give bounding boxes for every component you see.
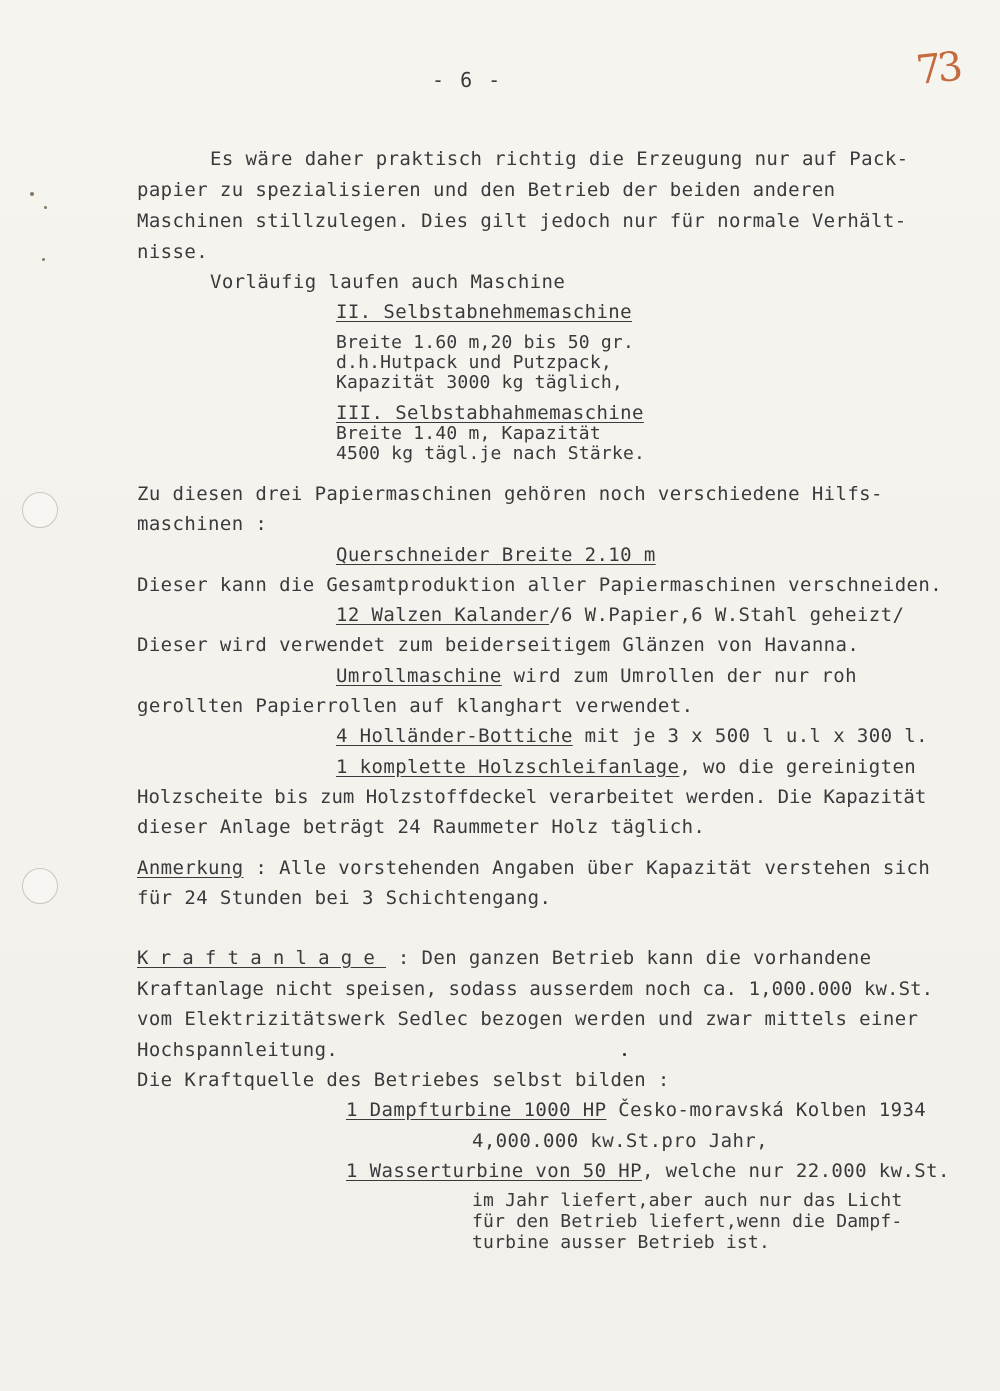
text-line: d.h.Hutpack und Putzpack, <box>336 352 612 373</box>
text-span: mit je 3 x 500 l u.l x 300 l. <box>572 725 928 747</box>
text-line: vom Elektrizitätswerk Sedlec bezogen werden und zwar mittels einer <box>137 1008 919 1030</box>
text-line: nisse. <box>137 241 209 263</box>
text-line <box>336 604 904 626</box>
text-line: Die Kraftquelle des Betriebes selbst bilden : <box>137 1069 670 1091</box>
holzschleifanlage-title: 1 komplette Holzschleifanlage <box>336 756 680 778</box>
text-line: turbine ausser Betrieb ist. <box>472 1232 770 1253</box>
text-line <box>346 1099 926 1121</box>
text-line: Dieser kann die Gesamtproduktion aller Papiermaschinen verschneiden. <box>137 574 943 596</box>
text-line <box>336 725 928 747</box>
paper-speck <box>30 192 34 196</box>
kalander-title: 12 Walzen Kalander <box>336 604 550 626</box>
querschneider-title: Querschneider Breite 2.10 m <box>336 544 656 566</box>
text-line: maschinen : <box>137 513 268 535</box>
text-line: dieser Anlage beträgt 24 Raummeter Holz täglich. <box>137 816 706 838</box>
text-span: , welche nur 22.000 kw.St. <box>641 1160 950 1182</box>
paper-speck <box>44 206 47 209</box>
text-span: wird zum Umrollen der nur roh <box>501 665 857 687</box>
paper-speck <box>623 1053 626 1056</box>
text-line: im Jahr liefert,aber auch nur das Licht <box>472 1190 903 1211</box>
page-number: - 6 - <box>432 68 503 92</box>
text-line: Maschinen stillzulegen. Dies gilt jedoch nur für normale Verhält- <box>137 210 907 232</box>
punch-hole-icon <box>22 868 58 904</box>
machine-ii-title: II. Selbstabnehmemaschine <box>336 301 632 323</box>
text-line: Kapazität 3000 kg täglich, <box>336 372 623 393</box>
wasserturbine-title: 1 Wasserturbine von 50 HP <box>346 1160 642 1182</box>
text-line: Holzscheite bis zum Holzstoffdeckel verarbeitet werden. Die Kapazität <box>137 786 927 808</box>
text-line: Es wäre daher praktisch richtig die Erzeugung nur auf Pack- <box>210 148 909 170</box>
kraftanlage-heading: Kraftanlage <box>137 947 387 969</box>
text-span: , wo die gereinigten <box>679 756 917 778</box>
machine-iii-title: III. Selbstabhahmemaschine <box>336 402 644 424</box>
text-line <box>336 756 916 778</box>
text-line <box>137 947 871 969</box>
bottiche-title: 4 Holländer-Bottiche <box>336 725 573 747</box>
text-line <box>346 1160 950 1182</box>
text-line: Breite 1.60 m,20 bis 50 gr. <box>336 332 634 353</box>
text-span: : Den ganzen Betrieb kann die vorhandene <box>386 947 872 969</box>
text-line: 4500 kg tägl.je nach Stärke. <box>336 443 646 464</box>
text-span: Česko-moravská Kolben 1934 <box>606 1099 927 1121</box>
text-line: papier zu spezialisieren und den Betrieb der beiden anderen <box>137 179 836 201</box>
text-line <box>336 665 857 687</box>
punch-hole-icon <box>22 492 58 528</box>
text-span: : Alle vorstehenden Angaben über Kapazität verstehen sich <box>243 857 931 879</box>
text-span: /6 W.Papier,6 W.Stahl geheizt/ <box>549 604 905 626</box>
text-line: Breite 1.40 m, Kapazität <box>336 423 601 444</box>
umrollmaschine-title: Umrollmaschine <box>336 665 502 687</box>
anmerkung-label: Anmerkung <box>137 857 244 879</box>
paper-speck <box>42 258 45 261</box>
text-line: Zu diesen drei Papiermaschinen gehören noch verschiedene Hilfs- <box>137 483 883 505</box>
dampfturbine-title: 1 Dampfturbine 1000 HP <box>346 1099 607 1121</box>
text-line: 4,000.000 kw.St.pro Jahr, <box>472 1130 768 1152</box>
text-line: für 24 Stunden bei 3 Schichtengang. <box>137 887 552 909</box>
text-line: gerollten Papierrollen auf klanghart verwendet. <box>137 695 694 717</box>
text-line: Kraftanlage nicht speisen, sodass ausserdem noch ca. 1,000.000 kw.St. <box>137 978 934 1000</box>
text-line: Dieser wird verwendet zum beiderseitigem Glänzen von Havanna. <box>137 634 860 656</box>
text-line: Hochspannleitung. <box>137 1039 339 1061</box>
text-line: Vorläufig laufen auch Maschine <box>210 271 566 293</box>
text-line: für den Betrieb liefert,wenn die Dampf- <box>472 1211 903 1232</box>
text-line <box>137 857 930 879</box>
handwritten-page-number: 73 <box>913 43 962 95</box>
